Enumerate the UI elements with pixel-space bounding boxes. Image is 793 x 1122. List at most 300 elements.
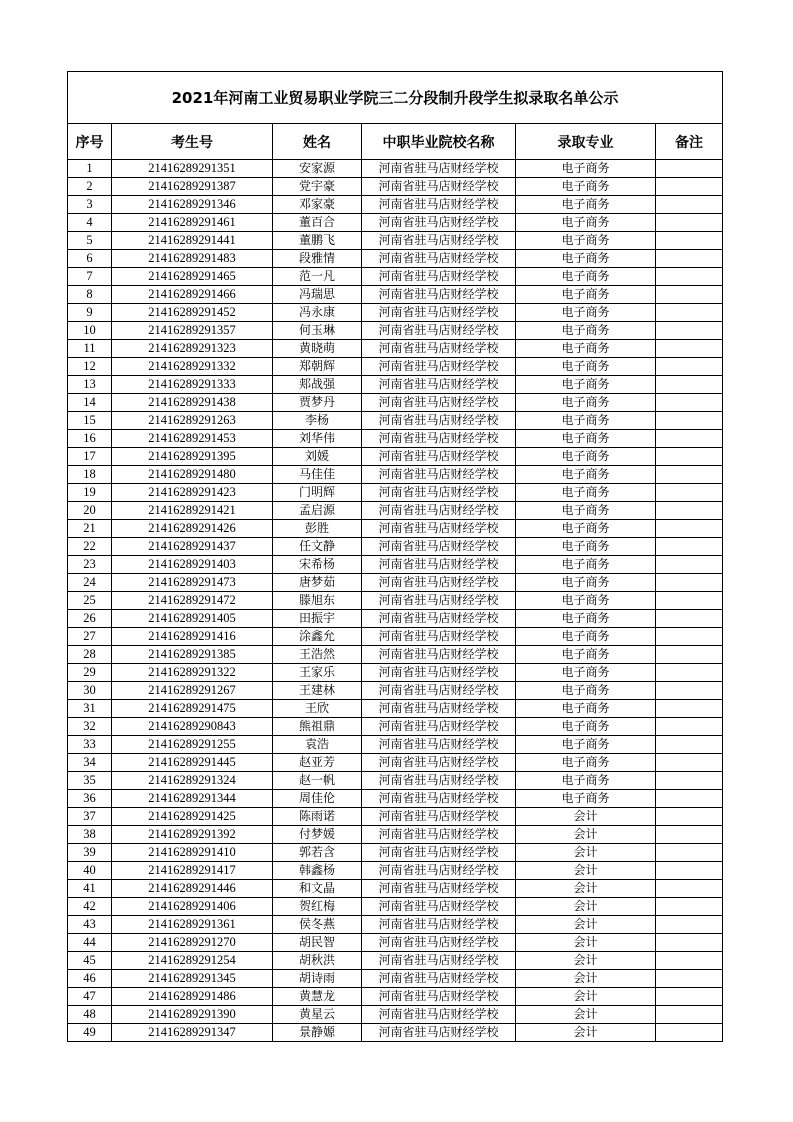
cell-major: 会计 <box>516 826 656 844</box>
cell-exam-id: 21416289291438 <box>112 394 273 412</box>
cell-name: 韩鑫杨 <box>273 862 362 880</box>
cell-major: 电子商务 <box>516 358 656 376</box>
cell-remark <box>656 322 723 340</box>
cell-remark <box>656 772 723 790</box>
cell-index: 41 <box>68 880 112 898</box>
cell-name: 马佳佳 <box>273 466 362 484</box>
cell-remark <box>656 952 723 970</box>
cell-index: 5 <box>68 232 112 250</box>
cell-name: 付梦媛 <box>273 826 362 844</box>
column-header-name: 姓名 <box>273 124 362 160</box>
cell-exam-id: 21416289291421 <box>112 502 273 520</box>
cell-index: 17 <box>68 448 112 466</box>
cell-school: 河南省驻马店财经学校 <box>362 286 516 304</box>
table-row <box>68 430 723 448</box>
cell-school: 河南省驻马店财经学校 <box>362 430 516 448</box>
cell-school: 河南省驻马店财经学校 <box>362 448 516 466</box>
table-row <box>68 304 723 322</box>
cell-index: 26 <box>68 610 112 628</box>
table-row <box>68 178 723 196</box>
cell-exam-id: 21416289291346 <box>112 196 273 214</box>
cell-school: 河南省驻马店财经学校 <box>362 196 516 214</box>
cell-index: 8 <box>68 286 112 304</box>
cell-name: 李杨 <box>273 412 362 430</box>
header-row <box>68 124 723 160</box>
cell-remark <box>656 232 723 250</box>
cell-index: 43 <box>68 916 112 934</box>
cell-name: 安家源 <box>273 160 362 178</box>
cell-index: 28 <box>68 646 112 664</box>
cell-exam-id: 21416289291472 <box>112 592 273 610</box>
column-header-major: 录取专业 <box>516 124 656 160</box>
column-header-exam-id: 考生号 <box>112 124 273 160</box>
cell-remark <box>656 484 723 502</box>
cell-remark <box>656 754 723 772</box>
cell-major: 电子商务 <box>516 160 656 178</box>
cell-remark <box>656 988 723 1006</box>
table-row <box>68 880 723 898</box>
cell-major: 会计 <box>516 862 656 880</box>
table-row <box>68 556 723 574</box>
table-row <box>68 250 723 268</box>
cell-index: 7 <box>68 268 112 286</box>
cell-name: 范一凡 <box>273 268 362 286</box>
cell-school: 河南省驻马店财经学校 <box>362 1024 516 1042</box>
cell-index: 38 <box>68 826 112 844</box>
cell-exam-id: 21416289291254 <box>112 952 273 970</box>
cell-exam-id: 21416289291445 <box>112 754 273 772</box>
cell-name: 袁浩 <box>273 736 362 754</box>
cell-remark <box>656 916 723 934</box>
table-row <box>68 1024 723 1042</box>
cell-name: 熊祖鼎 <box>273 718 362 736</box>
cell-name: 董百合 <box>273 214 362 232</box>
cell-major: 电子商务 <box>516 214 656 232</box>
cell-exam-id: 21416289291385 <box>112 646 273 664</box>
cell-major: 电子商务 <box>516 772 656 790</box>
cell-major: 电子商务 <box>516 592 656 610</box>
cell-remark <box>656 862 723 880</box>
cell-remark <box>656 340 723 358</box>
cell-major: 会计 <box>516 952 656 970</box>
cell-major: 电子商务 <box>516 754 656 772</box>
cell-name: 邓家豪 <box>273 196 362 214</box>
cell-name: 王欣 <box>273 700 362 718</box>
cell-name: 门明辉 <box>273 484 362 502</box>
cell-exam-id: 21416289291452 <box>112 304 273 322</box>
cell-major: 会计 <box>516 934 656 952</box>
table-row <box>68 574 723 592</box>
cell-exam-id: 21416289291461 <box>112 214 273 232</box>
cell-index: 19 <box>68 484 112 502</box>
cell-remark <box>656 358 723 376</box>
cell-exam-id: 21416289291347 <box>112 1024 273 1042</box>
cell-major: 电子商务 <box>516 250 656 268</box>
table-row <box>68 772 723 790</box>
cell-major: 电子商务 <box>516 376 656 394</box>
cell-exam-id: 21416289291351 <box>112 160 273 178</box>
cell-index: 27 <box>68 628 112 646</box>
cell-name: 王浩然 <box>273 646 362 664</box>
cell-remark <box>656 592 723 610</box>
table-row <box>68 1006 723 1024</box>
cell-index: 14 <box>68 394 112 412</box>
table-row <box>68 898 723 916</box>
cell-school: 河南省驻马店财经学校 <box>362 178 516 196</box>
cell-major: 电子商务 <box>516 322 656 340</box>
cell-index: 35 <box>68 772 112 790</box>
table-row <box>68 484 723 502</box>
cell-major: 会计 <box>516 880 656 898</box>
cell-exam-id: 21416289291486 <box>112 988 273 1006</box>
table-row <box>68 376 723 394</box>
cell-major: 电子商务 <box>516 178 656 196</box>
cell-school: 河南省驻马店财经学校 <box>362 556 516 574</box>
cell-school: 河南省驻马店财经学校 <box>362 394 516 412</box>
cell-index: 37 <box>68 808 112 826</box>
cell-remark <box>656 214 723 232</box>
cell-school: 河南省驻马店财经学校 <box>362 538 516 556</box>
cell-remark <box>656 178 723 196</box>
cell-remark <box>656 646 723 664</box>
cell-school: 河南省驻马店财经学校 <box>362 988 516 1006</box>
cell-index: 40 <box>68 862 112 880</box>
table-row <box>68 520 723 538</box>
table-row <box>68 448 723 466</box>
cell-exam-id: 21416289291425 <box>112 808 273 826</box>
cell-exam-id: 21416289291475 <box>112 700 273 718</box>
cell-school: 河南省驻马店财经学校 <box>362 826 516 844</box>
cell-index: 48 <box>68 1006 112 1024</box>
cell-exam-id: 21416289291333 <box>112 376 273 394</box>
table-row <box>68 232 723 250</box>
cell-major: 电子商务 <box>516 736 656 754</box>
cell-exam-id: 21416289291483 <box>112 250 273 268</box>
cell-index: 32 <box>68 718 112 736</box>
cell-name: 段雅情 <box>273 250 362 268</box>
cell-name: 刘华伟 <box>273 430 362 448</box>
cell-index: 39 <box>68 844 112 862</box>
cell-exam-id: 21416289291446 <box>112 880 273 898</box>
cell-exam-id: 21416289291267 <box>112 682 273 700</box>
cell-exam-id: 21416289291480 <box>112 466 273 484</box>
cell-exam-id: 21416289290843 <box>112 718 273 736</box>
table-row <box>68 196 723 214</box>
cell-major: 电子商务 <box>516 790 656 808</box>
cell-exam-id: 21416289291387 <box>112 178 273 196</box>
cell-school: 河南省驻马店财经学校 <box>362 862 516 880</box>
cell-remark <box>656 1006 723 1024</box>
cell-school: 河南省驻马店财经学校 <box>362 322 516 340</box>
cell-name: 涂鑫允 <box>273 628 362 646</box>
cell-index: 46 <box>68 970 112 988</box>
cell-school: 河南省驻马店财经学校 <box>362 700 516 718</box>
cell-remark <box>656 466 723 484</box>
cell-index: 47 <box>68 988 112 1006</box>
table-row <box>68 862 723 880</box>
cell-exam-id: 21416289291345 <box>112 970 273 988</box>
cell-major: 电子商务 <box>516 340 656 358</box>
cell-exam-id: 21416289291416 <box>112 628 273 646</box>
cell-major: 电子商务 <box>516 682 656 700</box>
cell-remark <box>656 1024 723 1042</box>
cell-school: 河南省驻马店财经学校 <box>362 214 516 232</box>
cell-major: 电子商务 <box>516 286 656 304</box>
cell-index: 13 <box>68 376 112 394</box>
cell-school: 河南省驻马店财经学校 <box>362 628 516 646</box>
cell-name: 贺红梅 <box>273 898 362 916</box>
cell-name: 任文静 <box>273 538 362 556</box>
table-row <box>68 718 723 736</box>
cell-name: 周佳伦 <box>273 790 362 808</box>
cell-name: 王家乐 <box>273 664 362 682</box>
cell-index: 10 <box>68 322 112 340</box>
table-row <box>68 736 723 754</box>
cell-name: 胡民智 <box>273 934 362 952</box>
cell-remark <box>656 376 723 394</box>
cell-school: 河南省驻马店财经学校 <box>362 484 516 502</box>
cell-school: 河南省驻马店财经学校 <box>362 844 516 862</box>
cell-index: 2 <box>68 178 112 196</box>
cell-major: 电子商务 <box>516 268 656 286</box>
cell-name: 滕旭东 <box>273 592 362 610</box>
cell-name: 侯冬燕 <box>273 916 362 934</box>
cell-major: 电子商务 <box>516 556 656 574</box>
cell-exam-id: 21416289291417 <box>112 862 273 880</box>
cell-exam-id: 21416289291405 <box>112 610 273 628</box>
cell-remark <box>656 844 723 862</box>
table-row <box>68 664 723 682</box>
cell-index: 42 <box>68 898 112 916</box>
cell-name: 郏战强 <box>273 376 362 394</box>
cell-name: 郑朝辉 <box>273 358 362 376</box>
cell-remark <box>656 304 723 322</box>
cell-index: 36 <box>68 790 112 808</box>
cell-school: 河南省驻马店财经学校 <box>362 952 516 970</box>
cell-exam-id: 21416289291423 <box>112 484 273 502</box>
cell-major: 电子商务 <box>516 448 656 466</box>
cell-major: 电子商务 <box>516 646 656 664</box>
cell-index: 31 <box>68 700 112 718</box>
cell-remark <box>656 286 723 304</box>
cell-school: 河南省驻马店财经学校 <box>362 880 516 898</box>
cell-name: 陈雨诺 <box>273 808 362 826</box>
cell-index: 20 <box>68 502 112 520</box>
cell-remark <box>656 412 723 430</box>
cell-name: 贾梦丹 <box>273 394 362 412</box>
cell-index: 21 <box>68 520 112 538</box>
cell-remark <box>656 790 723 808</box>
cell-remark <box>656 718 723 736</box>
cell-school: 河南省驻马店财经学校 <box>362 376 516 394</box>
cell-name: 黄晓萌 <box>273 340 362 358</box>
table-row <box>68 286 723 304</box>
cell-school: 河南省驻马店财经学校 <box>362 574 516 592</box>
table-row <box>68 970 723 988</box>
cell-index: 6 <box>68 250 112 268</box>
cell-remark <box>656 268 723 286</box>
cell-index: 18 <box>68 466 112 484</box>
cell-name: 胡诗雨 <box>273 970 362 988</box>
table-row <box>68 358 723 376</box>
cell-index: 29 <box>68 664 112 682</box>
cell-remark <box>656 394 723 412</box>
cell-name: 王建林 <box>273 682 362 700</box>
cell-school: 河南省驻马店财经学校 <box>362 592 516 610</box>
cell-remark <box>656 970 723 988</box>
table-row <box>68 538 723 556</box>
table-row <box>68 844 723 862</box>
cell-index: 22 <box>68 538 112 556</box>
table-row <box>68 952 723 970</box>
cell-remark <box>656 880 723 898</box>
cell-exam-id: 21416289291437 <box>112 538 273 556</box>
cell-remark <box>656 556 723 574</box>
cell-name: 黄慧龙 <box>273 988 362 1006</box>
cell-school: 河南省驻马店财经学校 <box>362 610 516 628</box>
cell-name: 唐梦茹 <box>273 574 362 592</box>
cell-major: 会计 <box>516 970 656 988</box>
cell-name: 孟启源 <box>273 502 362 520</box>
cell-school: 河南省驻马店财经学校 <box>362 232 516 250</box>
cell-exam-id: 21416289291344 <box>112 790 273 808</box>
table-row <box>68 988 723 1006</box>
cell-school: 河南省驻马店财经学校 <box>362 718 516 736</box>
cell-school: 河南省驻马店财经学校 <box>362 520 516 538</box>
cell-index: 12 <box>68 358 112 376</box>
cell-exam-id: 21416289291473 <box>112 574 273 592</box>
cell-major: 会计 <box>516 988 656 1006</box>
cell-index: 34 <box>68 754 112 772</box>
cell-school: 河南省驻马店财经学校 <box>362 250 516 268</box>
cell-remark <box>656 610 723 628</box>
cell-remark <box>656 628 723 646</box>
table-row <box>68 340 723 358</box>
cell-remark <box>656 682 723 700</box>
cell-major: 电子商务 <box>516 610 656 628</box>
table-row <box>68 592 723 610</box>
cell-exam-id: 21416289291255 <box>112 736 273 754</box>
cell-index: 3 <box>68 196 112 214</box>
cell-name: 田振宇 <box>273 610 362 628</box>
cell-major: 电子商务 <box>516 466 656 484</box>
table-row <box>68 700 723 718</box>
cell-exam-id: 21416289291392 <box>112 826 273 844</box>
cell-remark <box>656 430 723 448</box>
table-row <box>68 160 723 178</box>
cell-major: 电子商务 <box>516 664 656 682</box>
cell-remark <box>656 196 723 214</box>
cell-name: 黄星云 <box>273 1006 362 1024</box>
cell-remark <box>656 934 723 952</box>
cell-major: 会计 <box>516 898 656 916</box>
cell-major: 电子商务 <box>516 412 656 430</box>
cell-major: 电子商务 <box>516 484 656 502</box>
cell-remark <box>656 700 723 718</box>
cell-school: 河南省驻马店财经学校 <box>362 664 516 682</box>
cell-school: 河南省驻马店财经学校 <box>362 304 516 322</box>
cell-remark <box>656 250 723 268</box>
cell-major: 电子商务 <box>516 718 656 736</box>
table-row <box>68 790 723 808</box>
cell-name: 赵一帆 <box>273 772 362 790</box>
cell-major: 会计 <box>516 844 656 862</box>
cell-school: 河南省驻马店财经学校 <box>362 466 516 484</box>
cell-exam-id: 21416289291263 <box>112 412 273 430</box>
table-row <box>68 754 723 772</box>
cell-name: 景静嫄 <box>273 1024 362 1042</box>
cell-index: 4 <box>68 214 112 232</box>
cell-major: 会计 <box>516 1024 656 1042</box>
cell-school: 河南省驻马店财经学校 <box>362 646 516 664</box>
cell-school: 河南省驻马店财经学校 <box>362 898 516 916</box>
cell-school: 河南省驻马店财经学校 <box>362 754 516 772</box>
cell-school: 河南省驻马店财经学校 <box>362 340 516 358</box>
title-row <box>68 72 723 124</box>
admission-table <box>67 71 723 1042</box>
cell-exam-id: 21416289291406 <box>112 898 273 916</box>
cell-school: 河南省驻马店财经学校 <box>362 358 516 376</box>
cell-name: 和文晶 <box>273 880 362 898</box>
table-row <box>68 412 723 430</box>
cell-school: 河南省驻马店财经学校 <box>362 412 516 430</box>
table-row <box>68 934 723 952</box>
cell-name: 刘媛 <box>273 448 362 466</box>
cell-index: 1 <box>68 160 112 178</box>
cell-remark <box>656 538 723 556</box>
cell-index: 11 <box>68 340 112 358</box>
cell-exam-id: 21416289291410 <box>112 844 273 862</box>
cell-remark <box>656 808 723 826</box>
cell-remark <box>656 448 723 466</box>
table-row <box>68 502 723 520</box>
table-row <box>68 826 723 844</box>
cell-major: 电子商务 <box>516 394 656 412</box>
cell-exam-id: 21416289291453 <box>112 430 273 448</box>
cell-major: 电子商务 <box>516 538 656 556</box>
table-row <box>68 394 723 412</box>
cell-index: 49 <box>68 1024 112 1042</box>
cell-index: 33 <box>68 736 112 754</box>
cell-remark <box>656 160 723 178</box>
cell-index: 30 <box>68 682 112 700</box>
column-header-school: 中职毕业院校名称 <box>362 124 516 160</box>
cell-exam-id: 21416289291426 <box>112 520 273 538</box>
cell-major: 电子商务 <box>516 502 656 520</box>
cell-name: 董鹏飞 <box>273 232 362 250</box>
cell-school: 河南省驻马店财经学校 <box>362 790 516 808</box>
cell-school: 河南省驻马店财经学校 <box>362 772 516 790</box>
cell-major: 电子商务 <box>516 520 656 538</box>
cell-remark <box>656 826 723 844</box>
cell-major: 会计 <box>516 916 656 934</box>
cell-name: 郭若含 <box>273 844 362 862</box>
cell-index: 23 <box>68 556 112 574</box>
cell-name: 冯永康 <box>273 304 362 322</box>
cell-index: 24 <box>68 574 112 592</box>
cell-school: 河南省驻马店财经学校 <box>362 268 516 286</box>
cell-remark <box>656 664 723 682</box>
cell-exam-id: 21416289291324 <box>112 772 273 790</box>
cell-remark <box>656 898 723 916</box>
cell-exam-id: 21416289291270 <box>112 934 273 952</box>
table-row <box>68 466 723 484</box>
cell-school: 河南省驻马店财经学校 <box>362 682 516 700</box>
column-header-remark: 备注 <box>656 124 723 160</box>
cell-exam-id: 21416289291441 <box>112 232 273 250</box>
column-header-index: 序号 <box>68 124 112 160</box>
table-row <box>68 268 723 286</box>
